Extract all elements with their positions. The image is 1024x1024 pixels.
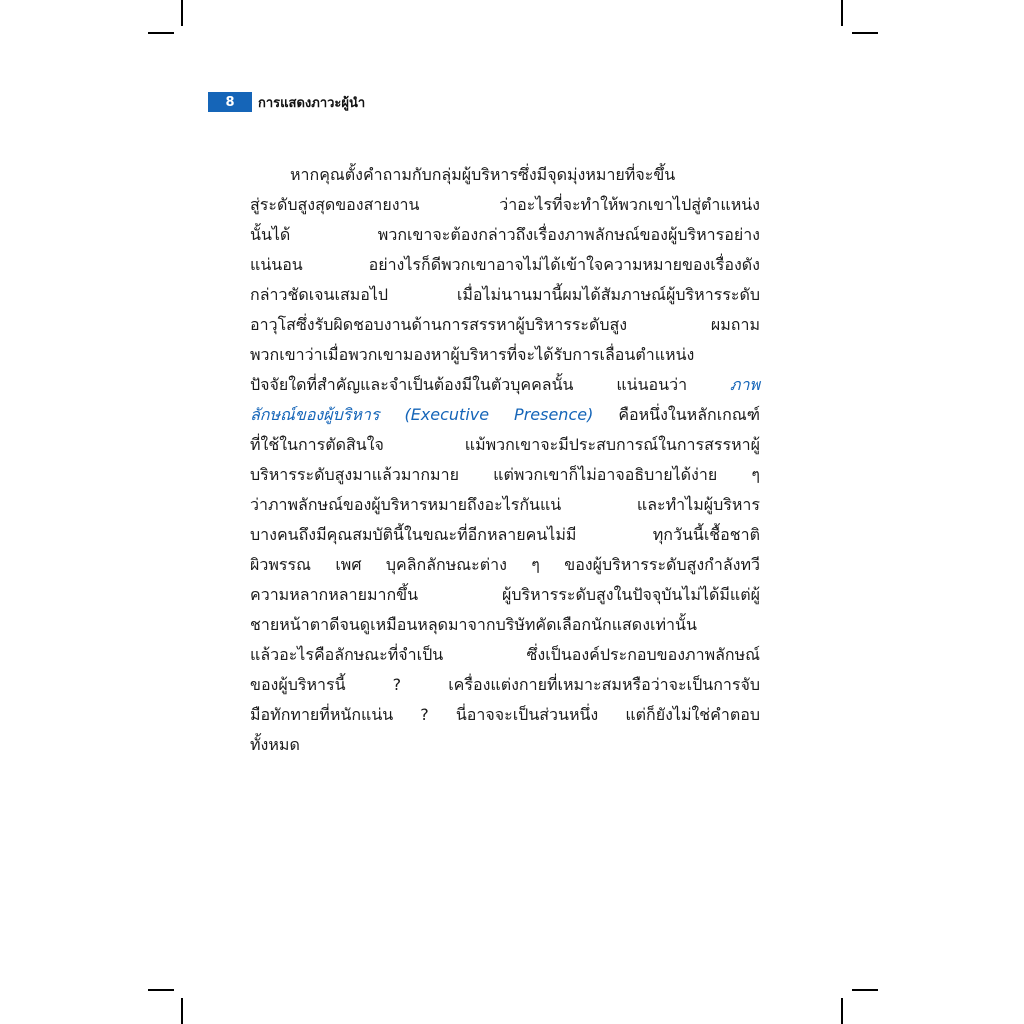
running-title: การแสดงภาวะผู้นำ: [258, 95, 366, 111]
text-line: [250, 370, 760, 400]
text-line: ผิวพรรณ เพศ บุคลิกลักษณะต่าง ๆ ของผู้บริหารระดับสูงกำลังทวี: [250, 555, 760, 574]
highlight-term: ภาพ: [729, 375, 760, 394]
text-line: หากคุณตั้งคำถามกับกลุ่มผู้บริหารซึ่งมีจุดมุ่งหมายที่จะขึ้น: [290, 165, 676, 184]
crop-mark: [181, 0, 183, 26]
crop-mark: [852, 989, 878, 991]
page-number: 8: [208, 92, 252, 112]
crop-mark: [148, 32, 174, 34]
text-line: ที่ใช้ในการตัดสินใจ แม้พวกเขาจะมีประสบการณ์ในการสรรหาผู้: [250, 435, 760, 454]
text-line: มือทักทายที่หนักแน่น ? นี่อาจจะเป็นส่วนหนึ่ง แต่ก็ยังไม่ใช่คำตอบ: [250, 705, 760, 724]
text-line: แน่นอน อย่างไรก็ดีพวกเขาอาจไม่ได้เข้าใจความหมายของเรื่องดัง: [250, 255, 760, 274]
running-header: [208, 92, 365, 112]
text-line: [250, 400, 760, 430]
text-line: กล่าวชัดเจนเสมอไป เมื่อไม่นานมานี้ผมได้สัมภาษณ์ผู้บริหารระดับ: [250, 285, 760, 304]
text-line: แล้วอะไรคือลักษณะที่จำเป็น ซึ่งเป็นองค์ประกอบของภาพลักษณ์: [250, 645, 760, 664]
text-line: ว่าภาพลักษณ์ของผู้บริหารหมายถึงอะไรกันแน่ และทำไมผู้บริหาร: [250, 495, 760, 514]
text-line: ของผู้บริหารนี้ ? เครื่องแต่งกายที่เหมาะสมหรือว่าจะเป็นการจับ: [250, 675, 760, 694]
text-line: ชายหน้าตาดีจนดูเหมือนหลุดมาจากบริษัทคัดเลือกนักแสดงเท่านั้น: [250, 615, 697, 634]
crop-mark: [181, 998, 183, 1024]
text-line: ทั้งหมด: [250, 735, 300, 754]
crop-mark: [852, 32, 878, 34]
text-segment: ปัจจัยใดที่สำคัญและจำเป็นต้องมีในตัวบุคคลนั้น แน่นอนว่า: [250, 375, 688, 394]
text-line: บริหารระดับสูงมาแล้วมากมาย แต่พวกเขาก็ไม่อาจอธิบายได้ง่าย ๆ: [250, 465, 760, 484]
text-line: บางคนถึงมีคุณสมบัตินี้ในขณะที่อีกหลายคนไม่มี ทุกวันนี้เชื้อชาติ: [250, 525, 760, 544]
text-line: ความหลากหลายมากขึ้น ผู้บริหารระดับสูงในปัจจุบันไม่ได้มีแต่ผู้: [250, 585, 760, 604]
crop-mark: [148, 989, 174, 991]
body-paragraph: [250, 160, 760, 760]
text-line: พวกเขาว่าเมื่อพวกเขามองหาผู้บริหารที่จะได้รับการเลื่อนตำแหน่ง: [250, 345, 695, 364]
text-line: นั้นได้ พวกเขาจะต้องกล่าวถึงเรื่องภาพลักษณ์ของผู้บริหารอย่าง: [250, 225, 760, 244]
text-line: อาวุโสซึ่งรับผิดชอบงานด้านการสรรหาผู้บริหารระดับสูง ผมถาม: [250, 315, 760, 334]
crop-mark: [841, 0, 843, 26]
text-line: สู่ระดับสูงสุดของสายงาน ว่าอะไรที่จะทำให้พวกเขาไปสู่ตำแหน่ง: [250, 195, 760, 214]
highlight-term: ลักษณ์ของผู้บริหาร (Executive Presence): [250, 405, 594, 424]
crop-mark: [841, 998, 843, 1024]
text-segment: คือหนึ่งในหลักเกณฑ์: [618, 405, 760, 424]
